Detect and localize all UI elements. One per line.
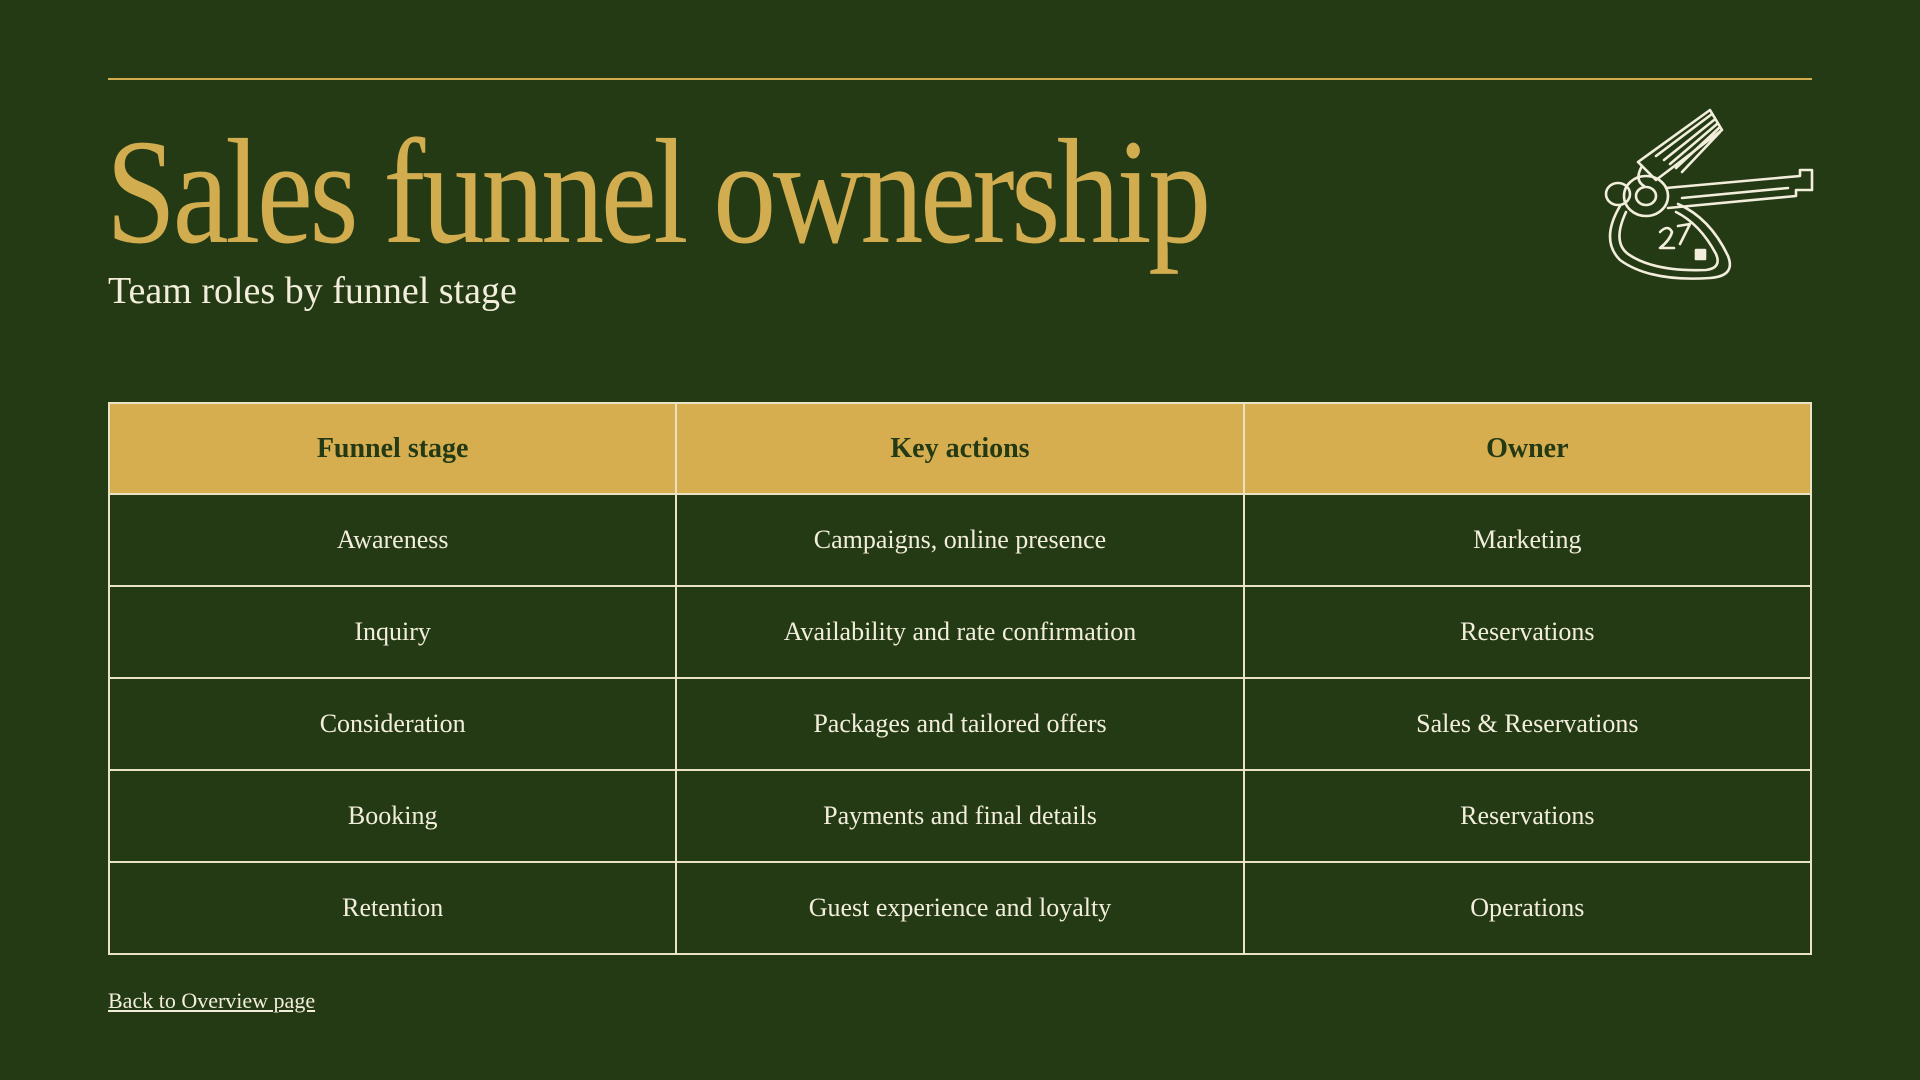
cell-owner: Marketing xyxy=(1244,494,1811,586)
cell-key-actions: Campaigns, online presence xyxy=(676,494,1243,586)
cell-owner: Operations xyxy=(1244,862,1811,954)
table-row xyxy=(109,586,1811,678)
cell-key-actions: Payments and final details xyxy=(676,770,1243,862)
cell-funnel-stage: Consideration xyxy=(109,678,676,770)
table-row xyxy=(109,862,1811,954)
table-row xyxy=(109,770,1811,862)
cell-key-actions: Guest experience and loyalty xyxy=(676,862,1243,954)
cell-key-actions: Packages and tailored offers xyxy=(676,678,1243,770)
table-row xyxy=(109,678,1811,770)
header-key-actions: Key actions xyxy=(676,403,1243,494)
cell-owner: Reservations xyxy=(1244,770,1811,862)
top-divider xyxy=(108,78,1812,80)
cell-funnel-stage: Inquiry xyxy=(109,586,676,678)
cell-owner: Sales & Reservations xyxy=(1244,678,1811,770)
cell-funnel-stage: Booking xyxy=(109,770,676,862)
cell-funnel-stage: Retention xyxy=(109,862,676,954)
table-row xyxy=(109,494,1811,586)
cell-owner: Reservations xyxy=(1244,586,1811,678)
key-with-tassel-and-tag-icon xyxy=(1560,100,1816,290)
page-subtitle: Team roles by funnel stage xyxy=(108,270,517,312)
back-to-overview-link[interactable]: Back to Overview page xyxy=(108,988,316,1013)
funnel-table xyxy=(108,402,1812,955)
header-owner: Owner xyxy=(1244,403,1811,494)
header-funnel-stage: Funnel stage xyxy=(109,403,676,494)
cell-funnel-stage: Awareness xyxy=(109,494,676,586)
table-header-row xyxy=(109,403,1811,494)
cell-key-actions: Availability and rate confirmation xyxy=(676,586,1243,678)
page-title: Sales funnel ownership xyxy=(106,109,1208,275)
